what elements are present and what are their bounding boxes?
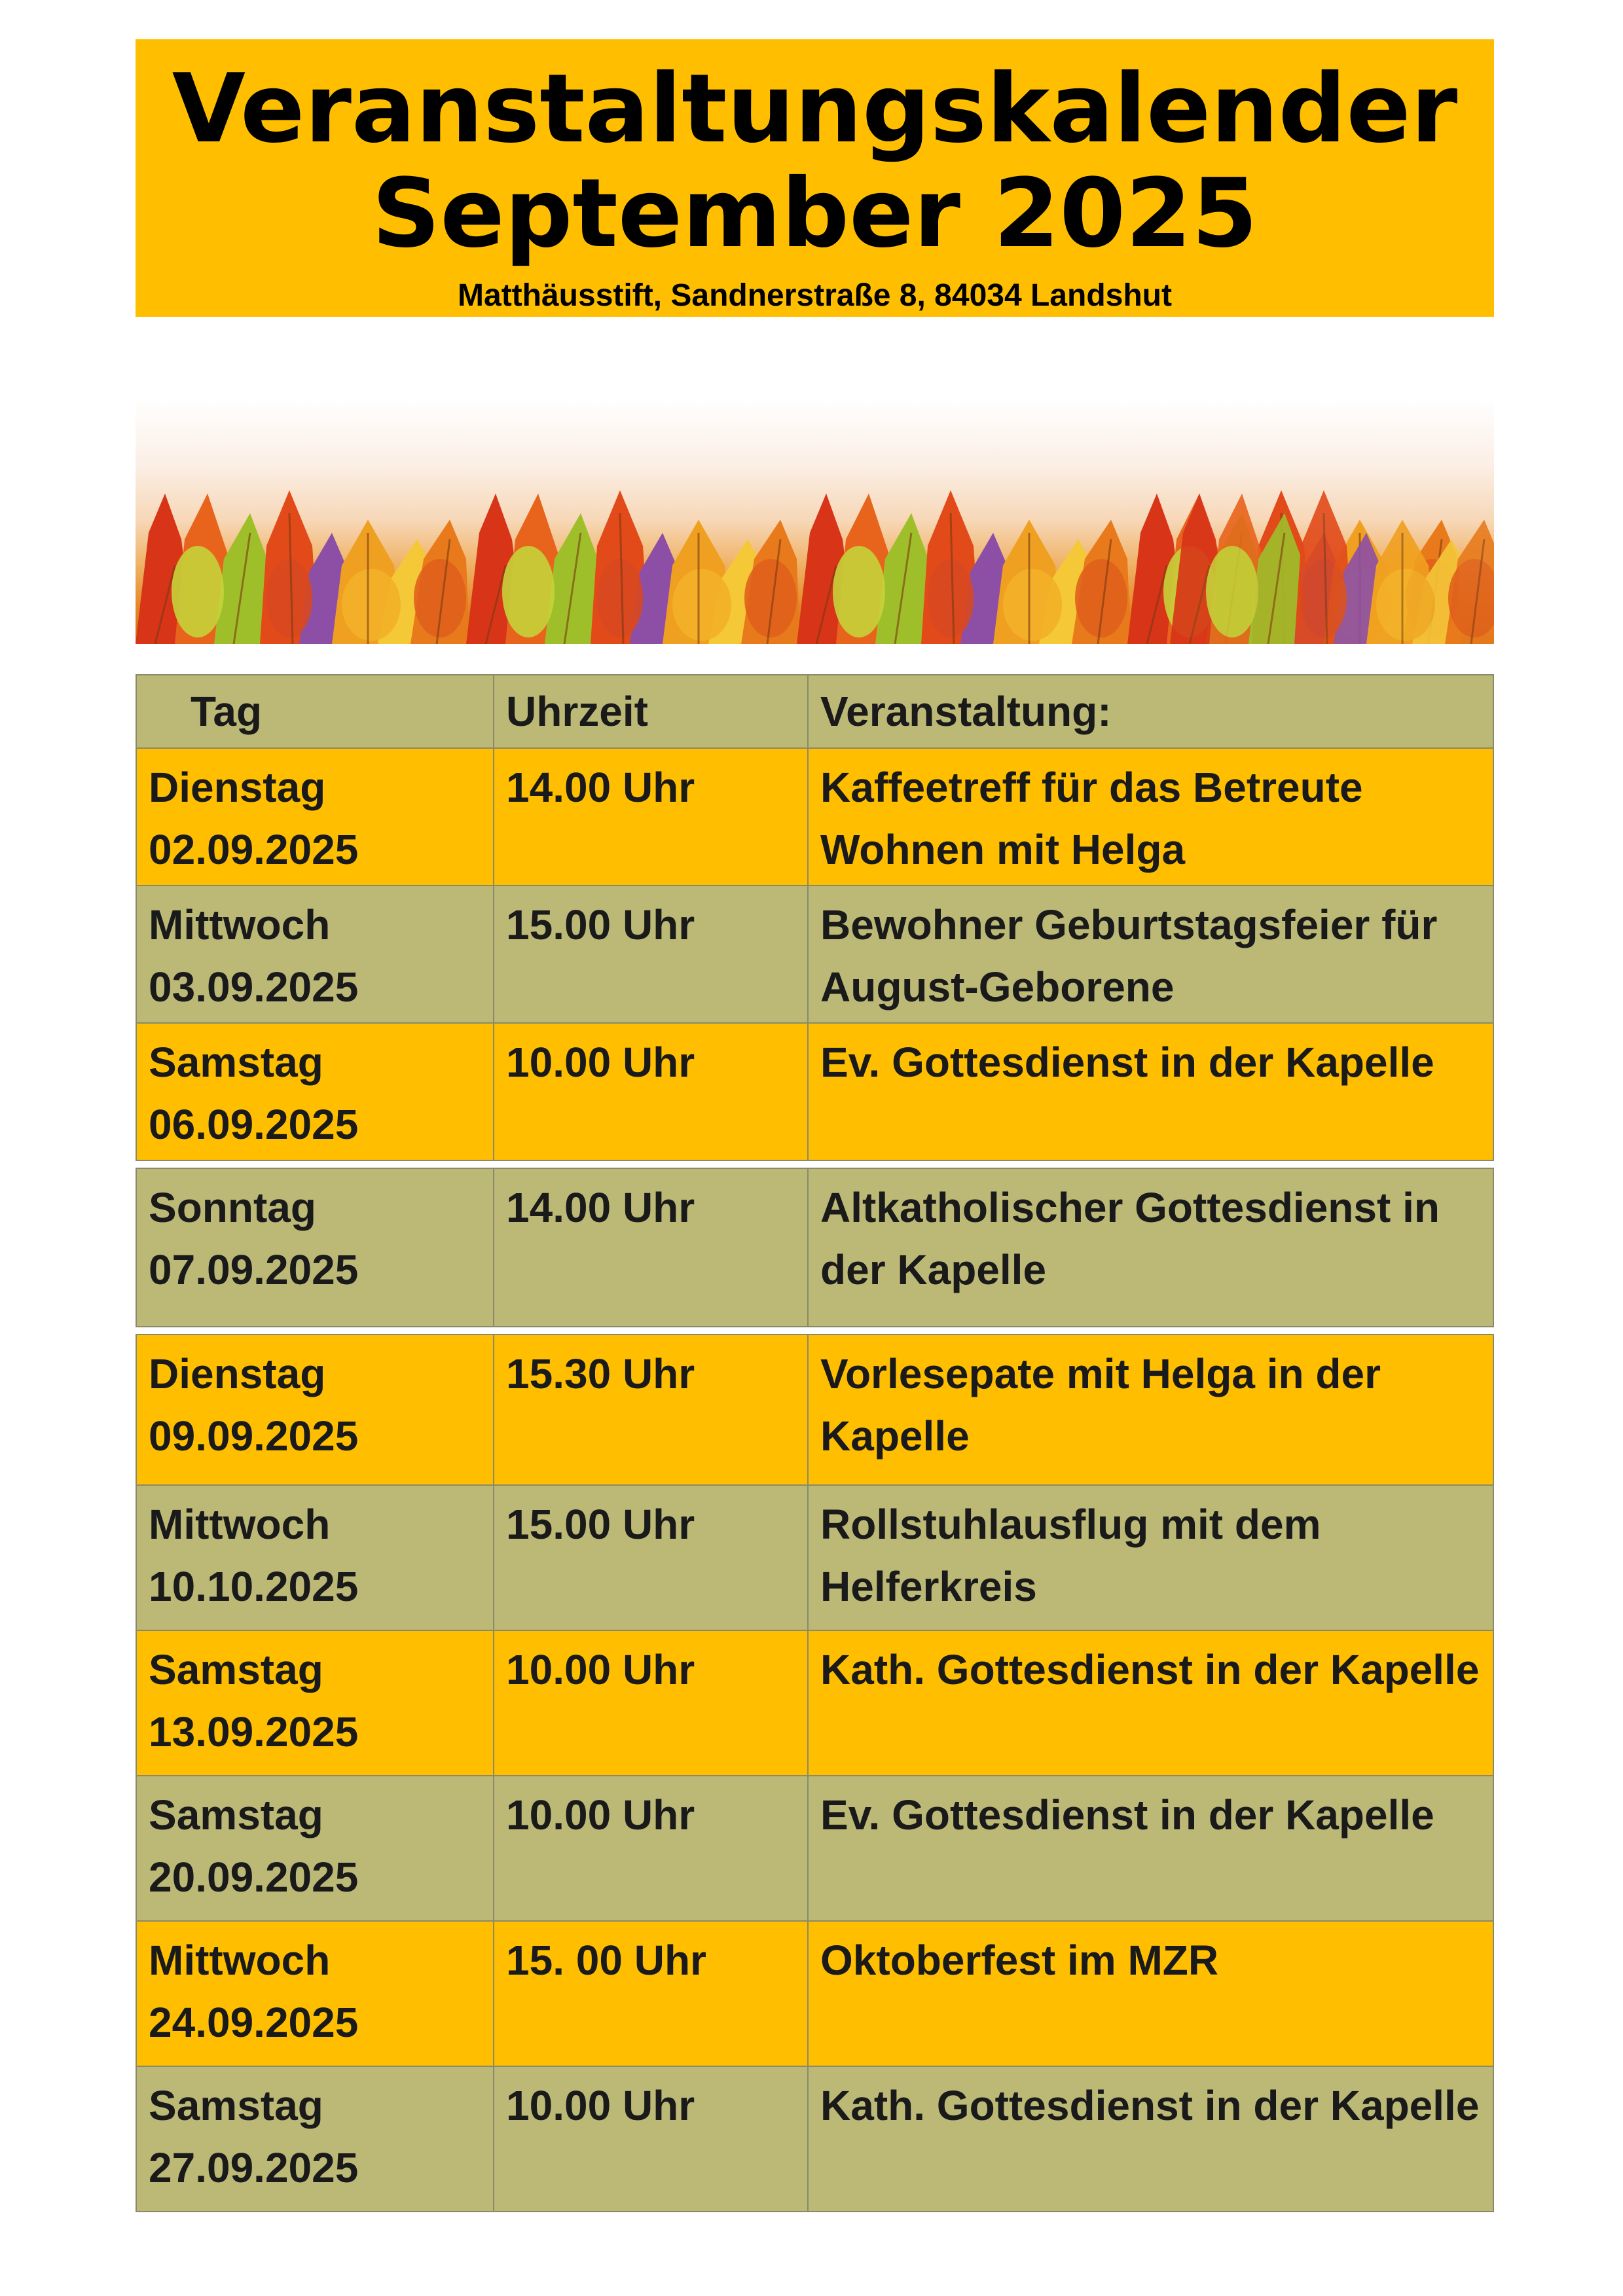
header-banner — [136, 39, 1494, 317]
time-cell: 10.00 Uhr — [494, 1631, 809, 1775]
weekday: Dienstag — [149, 764, 326, 811]
time-cell: 15.00 Uhr — [494, 1486, 809, 1630]
weekday: Samstag — [149, 2082, 323, 2129]
date: 13.09.2025 — [149, 1708, 359, 1755]
event-cell: Oktoberfest im MZR — [820, 1937, 1219, 1984]
day-cell — [137, 1024, 494, 1160]
column-header-veranstaltung: Veranstaltung: — [820, 688, 1112, 735]
date: 20.09.2025 — [149, 1854, 359, 1901]
date: 24.09.2025 — [149, 1999, 359, 2046]
event-cell: Ev. Gottesdienst in der Kapelle — [820, 1039, 1434, 1086]
time-cell: 10.00 Uhr — [494, 1776, 809, 1920]
day-cell — [137, 1922, 494, 2066]
day-cell — [137, 749, 494, 885]
row-gap — [136, 1327, 1494, 1334]
day-cell — [137, 886, 494, 1022]
time-cell: 10.00 Uhr — [494, 2067, 809, 2211]
column-header-tag: Tag — [137, 675, 494, 747]
date: 27.09.2025 — [149, 2144, 359, 2191]
event-cell: Kath. Gottesdienst in der Kapelle — [820, 2082, 1480, 2129]
time-cell: 15.30 Uhr — [494, 1335, 809, 1484]
table-row — [136, 1486, 1494, 1631]
date: 07.09.2025 — [149, 1246, 359, 1293]
weekday: Samstag — [149, 1039, 323, 1086]
weekday: Mittwoch — [149, 1501, 331, 1548]
day-cell — [137, 1776, 494, 1920]
event-cell: Kath. Gottesdienst in der Kapelle — [820, 1646, 1480, 1693]
page-title: Veranstaltungskalender — [172, 54, 1458, 164]
day-cell — [137, 1486, 494, 1630]
weekday: Dienstag — [149, 1350, 326, 1397]
event-cell: Kaffeetreff für das Betreute Wohnen mit Helga — [820, 764, 1363, 873]
table-row — [136, 1631, 1494, 1776]
date: 03.09.2025 — [149, 963, 359, 1011]
table-row — [136, 1334, 1494, 1486]
time-cell: 14.00 Uhr — [494, 749, 809, 885]
table-row — [136, 1776, 1494, 1922]
autumn-leaves-image — [136, 317, 1494, 644]
table-row — [136, 1922, 1494, 2067]
weekday: Samstag — [149, 1646, 323, 1693]
day-cell — [137, 1335, 494, 1484]
time-cell: 10.00 Uhr — [494, 1024, 809, 1160]
weekday: Sonntag — [149, 1184, 316, 1231]
table-header-row — [136, 674, 1494, 749]
time-cell: 15.00 Uhr — [494, 886, 809, 1022]
column-header-uhrzeit: Uhrzeit — [494, 675, 809, 747]
table-row — [136, 1024, 1494, 1161]
weekday: Samstag — [149, 1791, 323, 1839]
event-cell: Bewohner Geburtstagsfeier für August-Geborene — [820, 901, 1438, 1011]
date: 09.09.2025 — [149, 1412, 359, 1460]
page-subtitle: September 2025 — [371, 158, 1258, 269]
event-cell: Rollstuhlausflug mit dem Helferkreis — [820, 1501, 1321, 1610]
table-row — [136, 749, 1494, 886]
date: 10.10.2025 — [149, 1563, 359, 1610]
day-cell — [137, 1631, 494, 1775]
table-row — [136, 1168, 1494, 1327]
row-gap — [136, 1161, 1494, 1168]
date: 02.09.2025 — [149, 826, 359, 873]
table-row — [136, 2067, 1494, 2212]
table-row — [136, 886, 1494, 1024]
time-cell: 15. 00 Uhr — [494, 1922, 809, 2066]
date: 06.09.2025 — [149, 1101, 359, 1148]
address-line: Matthäusstift, Sandnerstraße 8, 84034 Landshut — [458, 278, 1172, 313]
event-cell: Altkatholischer Gottesdienst in der Kapelle — [820, 1184, 1440, 1293]
weekday: Mittwoch — [149, 901, 331, 948]
time-cell: 14.00 Uhr — [494, 1169, 809, 1326]
event-cell: Ev. Gottesdienst in der Kapelle — [820, 1791, 1434, 1839]
events-table — [136, 674, 1494, 2212]
day-cell — [137, 2067, 494, 2211]
event-cell: Vorlesepate mit Helga in der Kapelle — [820, 1350, 1381, 1460]
day-cell — [137, 1169, 494, 1326]
weekday: Mittwoch — [149, 1937, 331, 1984]
